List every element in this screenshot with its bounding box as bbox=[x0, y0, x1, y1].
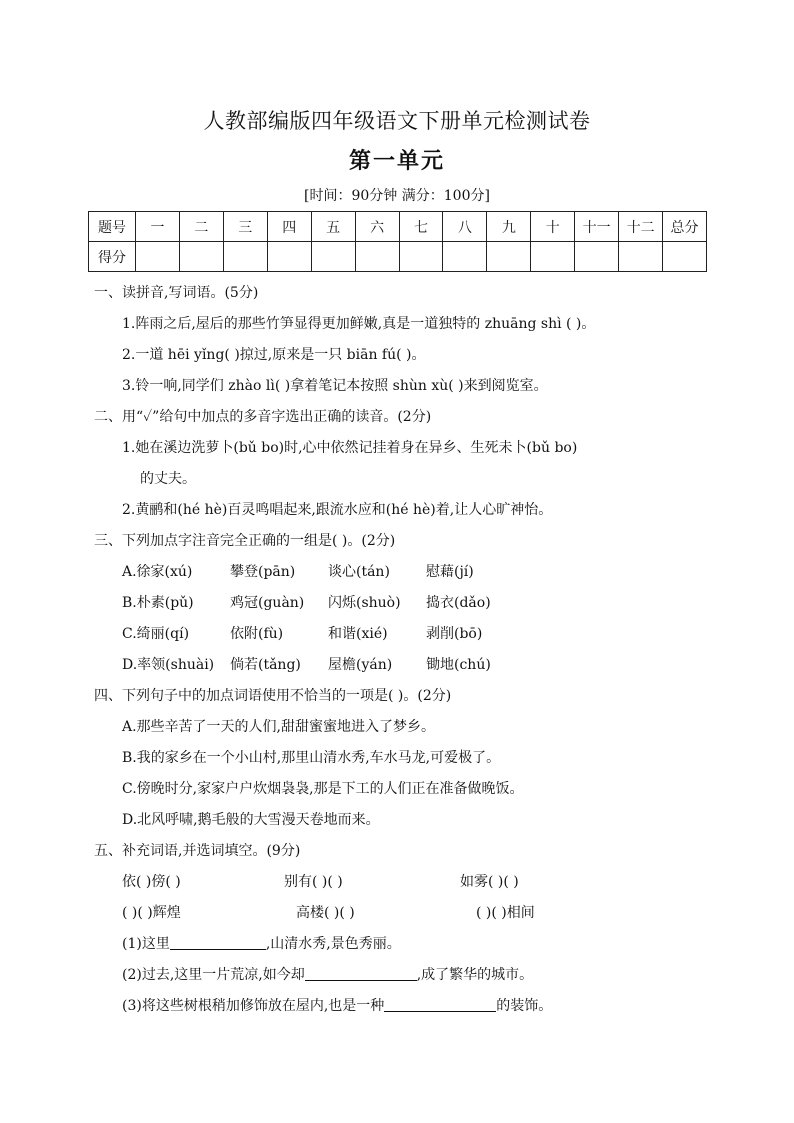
score-entry-cell[interactable] bbox=[399, 242, 443, 272]
option-item: 屋檐(yán) bbox=[328, 657, 393, 673]
option-row bbox=[94, 619, 734, 650]
score-cell: 九 bbox=[487, 212, 531, 242]
score-entry-cell[interactable] bbox=[223, 242, 267, 272]
option-item: 剥削(bō) bbox=[426, 626, 483, 642]
score-entry-cell[interactable] bbox=[619, 242, 663, 272]
score-table-header-row bbox=[89, 212, 707, 242]
question-line: 的丈夫。 bbox=[140, 471, 196, 487]
score-cell: 得分 bbox=[89, 242, 136, 272]
option-row bbox=[94, 650, 734, 681]
option-row bbox=[94, 588, 734, 619]
score-cell: 一 bbox=[136, 212, 180, 242]
option-item: C.绮丽(qí) bbox=[122, 626, 190, 642]
score-cell: 十一 bbox=[575, 212, 619, 242]
option-item: 谈心(tán) bbox=[328, 564, 390, 580]
sentence-text: ,山清水秀,景色秀丽。 bbox=[265, 936, 401, 952]
word-fill-item: 别有( )( ) bbox=[284, 874, 343, 890]
sentence-text: (2)过去,这里一片荒凉,如今却 bbox=[122, 967, 305, 983]
option-item: 锄地(chú) bbox=[426, 657, 491, 673]
option-item: 和谐(xié) bbox=[328, 626, 388, 642]
sentence-text: 的装饰。 bbox=[496, 998, 553, 1014]
score-entry-cell[interactable] bbox=[267, 242, 311, 272]
section-heading: 三、下列加点字注音完全正确的一组是( )。(2分) bbox=[94, 533, 396, 549]
score-table-score-row bbox=[89, 242, 707, 272]
option-item: 倘若(tǎng) bbox=[230, 657, 301, 673]
option-line: C.傍晚时分,家家户户炊烟袅袅,那是下工的人们正在准备做晚饭。 bbox=[122, 781, 524, 797]
question-line: 3.铃一响,同学们 zhào lì( )拿着笔记本按照 shùn xù( )来到阅览室。 bbox=[122, 378, 548, 394]
unit-title: 第一单元 bbox=[348, 148, 445, 174]
score-entry-cell[interactable] bbox=[575, 242, 619, 272]
score-entry-cell[interactable] bbox=[531, 242, 575, 272]
score-table bbox=[88, 211, 707, 272]
fill-sentence bbox=[94, 960, 734, 991]
score-cell: 四 bbox=[267, 212, 311, 242]
option-item: 闪烁(shuò) bbox=[328, 595, 401, 611]
question-line: 1.阵雨之后,屋后的那些竹笋显得更加鲜嫩,真是一道独特的 zhuāng shì ( )。 bbox=[122, 316, 596, 332]
score-cell: 五 bbox=[311, 212, 355, 242]
option-line: B.我的家乡在一个小山村,那里山清水秀,车水马龙,可爱极了。 bbox=[122, 750, 501, 766]
score-cell: 题号 bbox=[89, 212, 136, 242]
option-item: B.朴素(pǔ) bbox=[122, 595, 194, 611]
score-entry-cell[interactable] bbox=[487, 242, 531, 272]
score-cell: 十 bbox=[531, 212, 575, 242]
section-heading: 一、读拼音,写词语。(5分) bbox=[94, 285, 259, 301]
time-score-info: [时间：90分钟 满分：100分] bbox=[304, 188, 490, 204]
sentence-text: ,成了繁华的城市。 bbox=[416, 967, 534, 983]
score-entry-cell[interactable] bbox=[443, 242, 487, 272]
option-item: 慰藉(jí) bbox=[426, 564, 474, 580]
score-entry-cell[interactable] bbox=[136, 242, 180, 272]
option-item: 捣衣(dǎo) bbox=[426, 595, 491, 611]
question-line: 2.一道 hēi yǐng( )掠过,原来是一只 biān fú( )。 bbox=[122, 347, 426, 363]
section-heading: 二、用“✓”给句中加点的多音字选出正确的读音。(2分) bbox=[94, 409, 432, 425]
score-cell: 八 bbox=[443, 212, 487, 242]
option-item: 鸡冠(guàn) bbox=[230, 595, 305, 611]
score-cell: 七 bbox=[399, 212, 443, 242]
exam-body bbox=[94, 278, 734, 1022]
sentence-text: (1)这里 bbox=[122, 936, 170, 952]
score-cell: 三 bbox=[223, 212, 267, 242]
section-heading: 五、补充词语,并选词填空。(9分) bbox=[94, 843, 301, 859]
word-fill-row bbox=[94, 867, 734, 898]
score-cell: 十二 bbox=[619, 212, 663, 242]
option-line: A.那些辛苦了一天的人们,甜甜蜜蜜地进入了梦乡。 bbox=[122, 719, 436, 735]
score-entry-cell[interactable] bbox=[355, 242, 399, 272]
score-entry-cell[interactable] bbox=[311, 242, 355, 272]
word-fill-item: ( )( )辉煌 bbox=[122, 905, 181, 921]
option-line: D.北风呼啸,鹅毛般的大雪漫天卷地而来。 bbox=[122, 812, 380, 828]
word-fill-item: 依( )傍( ) bbox=[122, 874, 181, 890]
answer-blank[interactable] bbox=[384, 995, 496, 1012]
question-line: 2.黄鹂和(hé hè)百灵鸣唱起来,跟流水应和(hé hè)着,让人心旷神怡。 bbox=[122, 502, 553, 518]
word-fill-item: 高楼( )( ) bbox=[296, 905, 355, 921]
fill-sentence bbox=[94, 929, 734, 960]
fill-sentence bbox=[94, 991, 734, 1022]
score-cell: 总分 bbox=[663, 212, 707, 242]
question-line: 1.她在溪边洗萝卜(bǔ bo)时,心中依然记挂着身在异乡、生死未卜(bǔ bo) bbox=[122, 440, 578, 456]
score-cell: 二 bbox=[179, 212, 223, 242]
answer-blank[interactable] bbox=[305, 964, 417, 981]
answer-blank[interactable] bbox=[170, 933, 266, 950]
option-item: D.率领(shuài) bbox=[122, 657, 215, 673]
option-item: 攀登(pān) bbox=[230, 564, 296, 580]
score-entry-cell[interactable] bbox=[179, 242, 223, 272]
score-entry-cell[interactable] bbox=[663, 242, 707, 272]
word-fill-row bbox=[94, 898, 734, 929]
exam-title: 人教部编版四年级语文下册单元检测试卷 bbox=[203, 109, 591, 133]
option-row bbox=[94, 557, 734, 588]
option-item: 依附(fù) bbox=[230, 626, 284, 642]
word-fill-item: ( )( )相间 bbox=[476, 905, 535, 921]
section-heading: 四、下列句子中的加点词语使用不恰当的一项是( )。(2分) bbox=[94, 688, 452, 704]
word-fill-item: 如雾( )( ) bbox=[460, 874, 519, 890]
sentence-text: (3)将这些树根稍加修饰放在屋内,也是一种 bbox=[122, 998, 385, 1014]
score-cell: 六 bbox=[355, 212, 399, 242]
option-item: A.徐家(xú) bbox=[122, 564, 193, 580]
